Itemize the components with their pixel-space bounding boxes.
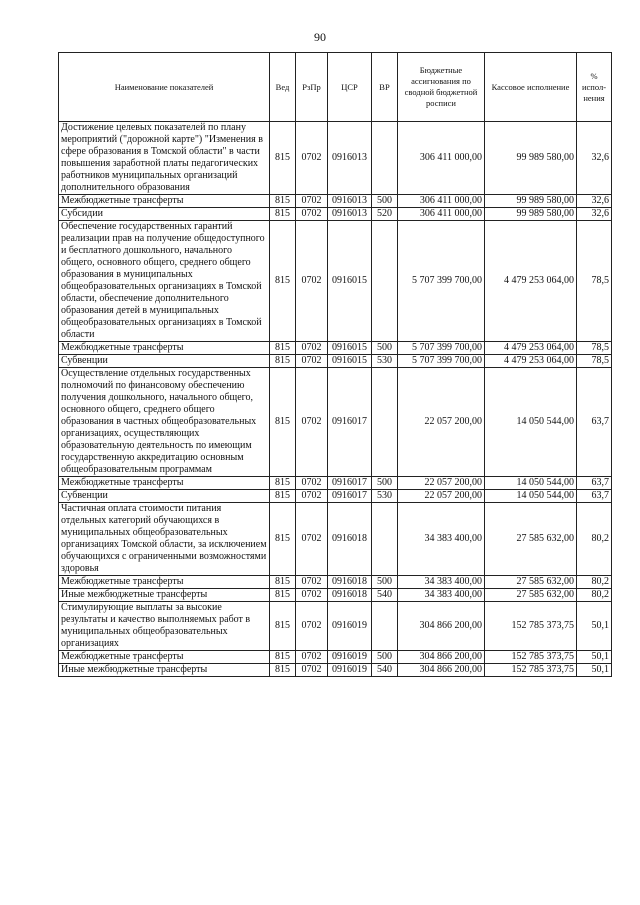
cell-name: Обеспечение государственных гарантий реализации прав на получение общедоступного и бесплатного дошкольного, начального общего, основного общего, среднего общего образования в муниципальных общеобразовательных организациях в Томской области, обеспечение дополнительного образования детей в муниципальных общеобразовательных организациях в Томской области — [59, 221, 270, 342]
cell-csr: 0916018 — [328, 503, 372, 576]
cell-ved: 815 — [270, 208, 296, 221]
table-row — [59, 576, 612, 589]
cell-ved: 815 — [270, 651, 296, 664]
cell-percent: 32,6 — [577, 195, 612, 208]
cell-assignments: 304 866 200,00 — [398, 664, 485, 677]
cell-name: Субсидии — [59, 208, 270, 221]
table-row — [59, 490, 612, 503]
cell-assignments: 5 707 399 700,00 — [398, 342, 485, 355]
cell-assignments: 34 383 400,00 — [398, 576, 485, 589]
cell-name: Субвенции — [59, 355, 270, 368]
cell-csr: 0916013 — [328, 208, 372, 221]
cell-ved: 815 — [270, 221, 296, 342]
cell-vr: 520 — [372, 208, 398, 221]
cell-name: Межбюджетные трансферты — [59, 342, 270, 355]
cell-vr — [372, 602, 398, 651]
table-row — [59, 122, 612, 195]
cell-rzpr: 0702 — [296, 368, 328, 477]
page-number: 90 — [314, 30, 326, 44]
cell-percent: 32,6 — [577, 208, 612, 221]
cell-percent: 80,2 — [577, 576, 612, 589]
header-cash-execution: Кассовое исполнение — [485, 53, 577, 122]
cell-assignments: 5 707 399 700,00 — [398, 355, 485, 368]
cell-csr: 0916013 — [328, 195, 372, 208]
cell-percent: 63,7 — [577, 490, 612, 503]
cell-cash-execution: 99 989 580,00 — [485, 122, 577, 195]
cell-cash-execution: 27 585 632,00 — [485, 503, 577, 576]
cell-vr — [372, 122, 398, 195]
cell-percent: 50,1 — [577, 602, 612, 651]
cell-vr: 500 — [372, 651, 398, 664]
cell-rzpr: 0702 — [296, 342, 328, 355]
cell-rzpr: 0702 — [296, 221, 328, 342]
cell-ved: 815 — [270, 589, 296, 602]
cell-vr: 500 — [372, 342, 398, 355]
cell-vr: 530 — [372, 490, 398, 503]
cell-cash-execution: 4 479 253 064,00 — [485, 342, 577, 355]
table-row — [59, 477, 612, 490]
header-assignments: Бюджетные ассигнования по сводной бюджетной росписи — [398, 53, 485, 122]
cell-cash-execution: 4 479 253 064,00 — [485, 355, 577, 368]
cell-assignments: 304 866 200,00 — [398, 602, 485, 651]
cell-rzpr: 0702 — [296, 122, 328, 195]
cell-cash-execution: 14 050 544,00 — [485, 477, 577, 490]
cell-name: Стимулирующие выплаты за высокие результаты и качество выполняемых работ в муниципальных общеобразовательных организациях — [59, 602, 270, 651]
cell-cash-execution: 27 585 632,00 — [485, 589, 577, 602]
cell-ved: 815 — [270, 477, 296, 490]
cell-vr: 530 — [372, 355, 398, 368]
cell-cash-execution: 27 585 632,00 — [485, 576, 577, 589]
cell-ved: 815 — [270, 576, 296, 589]
cell-cash-execution: 152 785 373,75 — [485, 664, 577, 677]
cell-cash-execution: 14 050 544,00 — [485, 368, 577, 477]
cell-cash-execution: 152 785 373,75 — [485, 651, 577, 664]
table-row — [59, 664, 612, 677]
cell-rzpr: 0702 — [296, 195, 328, 208]
cell-assignments: 22 057 200,00 — [398, 477, 485, 490]
table-row — [59, 342, 612, 355]
cell-vr: 500 — [372, 477, 398, 490]
table-row — [59, 221, 612, 342]
table-row — [59, 602, 612, 651]
cell-csr: 0916018 — [328, 576, 372, 589]
cell-ved: 815 — [270, 490, 296, 503]
cell-csr: 0916019 — [328, 664, 372, 677]
table-body — [59, 122, 612, 677]
cell-csr: 0916017 — [328, 477, 372, 490]
table-row — [59, 355, 612, 368]
table-row — [59, 195, 612, 208]
cell-assignments: 306 411 000,00 — [398, 195, 485, 208]
cell-vr: 500 — [372, 195, 398, 208]
budget-table — [58, 52, 612, 677]
cell-percent: 63,7 — [577, 477, 612, 490]
cell-name: Достижение целевых показателей по плану мероприятий ("дорожной карте") "Изменения в сфере образования в Томской области" в части повышения заработной платы педагогических работников муниципальных организаций дополнительного образования — [59, 122, 270, 195]
cell-name: Межбюджетные трансферты — [59, 651, 270, 664]
cell-name: Межбюджетные трансферты — [59, 195, 270, 208]
cell-cash-execution: 99 989 580,00 — [485, 195, 577, 208]
header-name: Наименование показателей — [59, 53, 270, 122]
cell-assignments: 5 707 399 700,00 — [398, 221, 485, 342]
cell-csr: 0916015 — [328, 342, 372, 355]
cell-vr — [372, 503, 398, 576]
cell-csr: 0916019 — [328, 602, 372, 651]
cell-ved: 815 — [270, 195, 296, 208]
cell-percent: 78,5 — [577, 221, 612, 342]
cell-assignments: 22 057 200,00 — [398, 368, 485, 477]
table-row — [59, 368, 612, 477]
cell-rzpr: 0702 — [296, 576, 328, 589]
cell-assignments: 34 383 400,00 — [398, 589, 485, 602]
cell-csr: 0916019 — [328, 651, 372, 664]
table-header-row — [59, 53, 612, 122]
cell-ved: 815 — [270, 503, 296, 576]
table-row — [59, 589, 612, 602]
header-ved: Вед — [270, 53, 296, 122]
cell-rzpr: 0702 — [296, 355, 328, 368]
header-rzpr: РзПр — [296, 53, 328, 122]
cell-ved: 815 — [270, 342, 296, 355]
cell-rzpr: 0702 — [296, 651, 328, 664]
cell-csr: 0916018 — [328, 589, 372, 602]
cell-name: Межбюджетные трансферты — [59, 576, 270, 589]
cell-name: Частичная оплата стоимости питания отдельных категорий обучающихся в муниципальных общеобразовательных организациях Томской области, за исключением обучающихся с ограниченными возможностями здоровья — [59, 503, 270, 576]
cell-name: Иные межбюджетные трансферты — [59, 664, 270, 677]
cell-assignments: 306 411 000,00 — [398, 208, 485, 221]
table-row — [59, 503, 612, 576]
cell-rzpr: 0702 — [296, 490, 328, 503]
cell-percent: 32,6 — [577, 122, 612, 195]
table-row — [59, 651, 612, 664]
cell-percent: 80,2 — [577, 589, 612, 602]
cell-ved: 815 — [270, 122, 296, 195]
cell-csr: 0916017 — [328, 490, 372, 503]
cell-percent: 50,1 — [577, 664, 612, 677]
cell-cash-execution: 99 989 580,00 — [485, 208, 577, 221]
cell-percent: 78,5 — [577, 355, 612, 368]
header-vr: ВР — [372, 53, 398, 122]
cell-rzpr: 0702 — [296, 589, 328, 602]
cell-ved: 815 — [270, 355, 296, 368]
table-row — [59, 208, 612, 221]
cell-name: Межбюджетные трансферты — [59, 477, 270, 490]
cell-assignments: 304 866 200,00 — [398, 651, 485, 664]
cell-csr: 0916015 — [328, 355, 372, 368]
cell-name: Иные межбюджетные трансферты — [59, 589, 270, 602]
cell-vr: 540 — [372, 664, 398, 677]
cell-csr: 0916013 — [328, 122, 372, 195]
cell-rzpr: 0702 — [296, 664, 328, 677]
cell-vr — [372, 221, 398, 342]
cell-percent: 80,2 — [577, 503, 612, 576]
cell-csr: 0916017 — [328, 368, 372, 477]
cell-assignments: 306 411 000,00 — [398, 122, 485, 195]
cell-cash-execution: 14 050 544,00 — [485, 490, 577, 503]
header-percent: % испол-нения — [577, 53, 612, 122]
cell-assignments: 34 383 400,00 — [398, 503, 485, 576]
cell-percent: 78,5 — [577, 342, 612, 355]
cell-ved: 815 — [270, 664, 296, 677]
cell-vr: 500 — [372, 576, 398, 589]
cell-csr: 0916015 — [328, 221, 372, 342]
cell-percent: 63,7 — [577, 368, 612, 477]
cell-name: Субвенции — [59, 490, 270, 503]
cell-percent: 50,1 — [577, 651, 612, 664]
header-csr: ЦСР — [328, 53, 372, 122]
cell-rzpr: 0702 — [296, 477, 328, 490]
cell-rzpr: 0702 — [296, 503, 328, 576]
cell-ved: 815 — [270, 602, 296, 651]
cell-cash-execution: 4 479 253 064,00 — [485, 221, 577, 342]
cell-cash-execution: 152 785 373,75 — [485, 602, 577, 651]
cell-rzpr: 0702 — [296, 602, 328, 651]
cell-rzpr: 0702 — [296, 208, 328, 221]
cell-ved: 815 — [270, 368, 296, 477]
cell-vr — [372, 368, 398, 477]
cell-name: Осуществление отдельных государственных полномочий по финансовому обеспечению получения дошкольного, начального общего, основного общего, среднего общего образования в частных общеобразовательных организациях, осуществляющих образовательную деятельность по имеющим государственную аккредитацию основным общеобразовательным программам — [59, 368, 270, 477]
cell-vr: 540 — [372, 589, 398, 602]
cell-assignments: 22 057 200,00 — [398, 490, 485, 503]
